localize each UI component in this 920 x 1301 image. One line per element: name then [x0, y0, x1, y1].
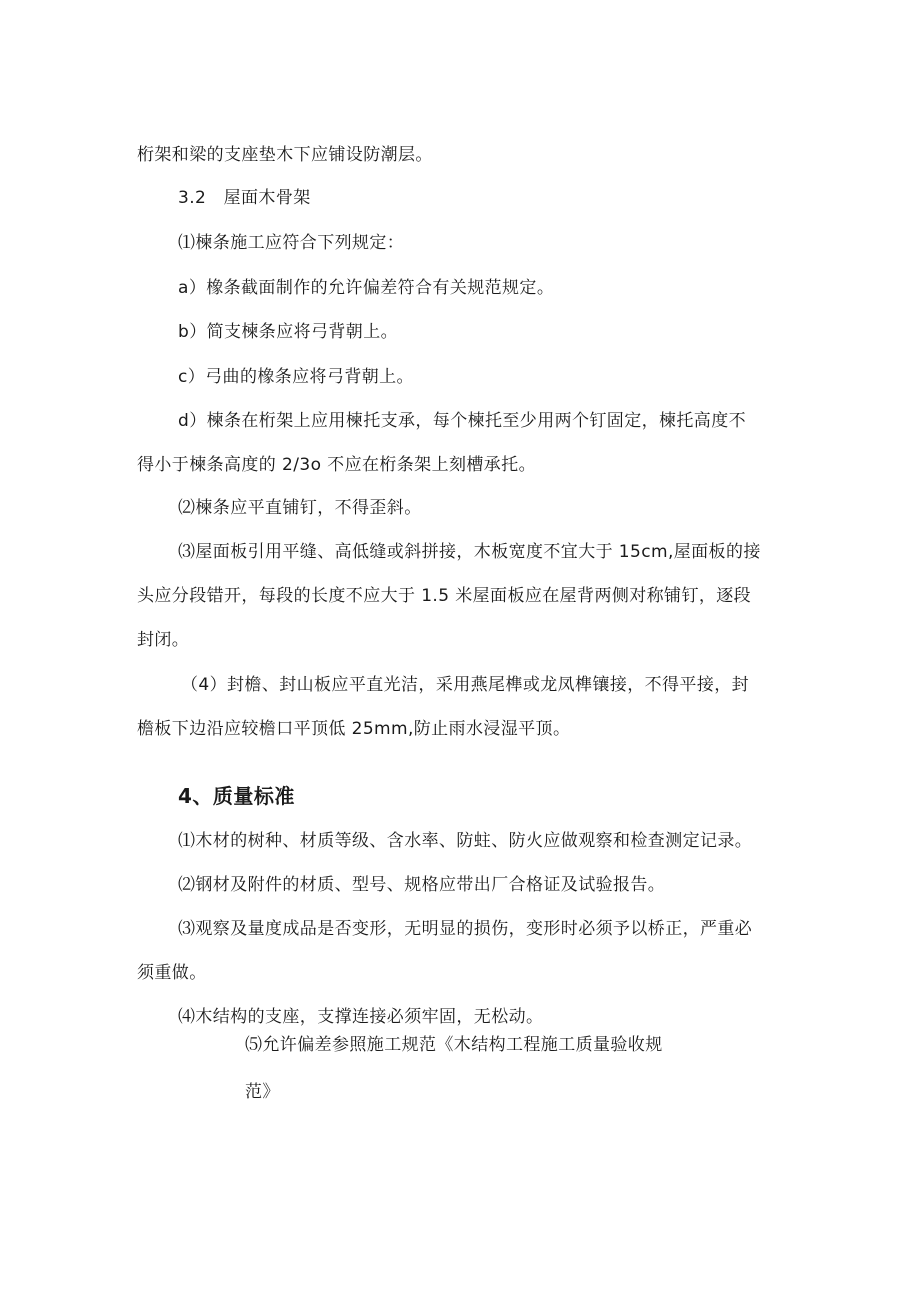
- item-a: a）橡条截面制作的允许偏差符合有关规范规定。: [178, 278, 555, 298]
- line-1: 桁架和梁的支座垫木下应铺设防潮层。: [137, 145, 433, 165]
- quality-item-5-line-2: 范》: [245, 1082, 280, 1102]
- item-4-line-2: 檐板下边沿应较檐口平顶低 25mm,防止雨水浸湿平顶。: [137, 719, 571, 739]
- section-4-heading: 4、质量标准: [178, 784, 295, 808]
- item-d-line-1: d）楝条在桁架上应用楝托支承，每个楝托至少用两个钉固定，楝托高度不: [178, 411, 746, 431]
- quality-item-4: ⑷木结构的支座，支撑连接必须牢固，无松动。: [178, 1007, 544, 1027]
- quality-item-5-line-1: ⑸允许偏差参照施工规范《木结构工程施工质量验收规: [245, 1035, 663, 1055]
- item-c: c）弓曲的橡条应将弓背朝上。: [178, 367, 414, 387]
- item-b: b）简支楝条应将弓背朝上。: [178, 322, 398, 342]
- item-d-line-2: 得小于楝条高度的 2/3o 不应在桁条架上刻槽承托。: [137, 455, 536, 475]
- item-3-line-1: ⑶屋面板引用平缝、高低缝或斜拼接，木板宽度不宜大于 15cm,屋面板的接: [178, 542, 761, 562]
- section-3-2-title: 3.2 屋面木骨架: [178, 188, 311, 208]
- quality-item-1: ⑴木材的树种、材质等级、含水率、防蛀、防火应做观察和检查测定记录。: [178, 831, 753, 851]
- item-4-line-1: （4）封檐、封山板应平直光洁，采用燕尾榫或龙凤榫镶接，不得平接，封: [181, 675, 750, 695]
- quality-item-2: ⑵钢材及附件的材质、型号、规格应带出厂合格证及试验报告。: [178, 875, 666, 895]
- quality-item-3-line-2: 须重做。: [137, 963, 207, 983]
- item-2: ⑵楝条应平直铺钉，不得歪斜。: [178, 498, 422, 518]
- item-1: ⑴楝条施工应符合下列规定：: [178, 233, 405, 253]
- quality-item-3-line-1: ⑶观察及量度成品是否变形，无明显的损伤，变形时必须予以桥正，严重必: [178, 919, 753, 939]
- item-3-line-3: 封闭。: [137, 630, 190, 650]
- item-3-line-2: 头应分段错开，每段的长度不应大于 1.5 米屋面板应在屋背两侧对称铺钉，逐段: [137, 586, 752, 606]
